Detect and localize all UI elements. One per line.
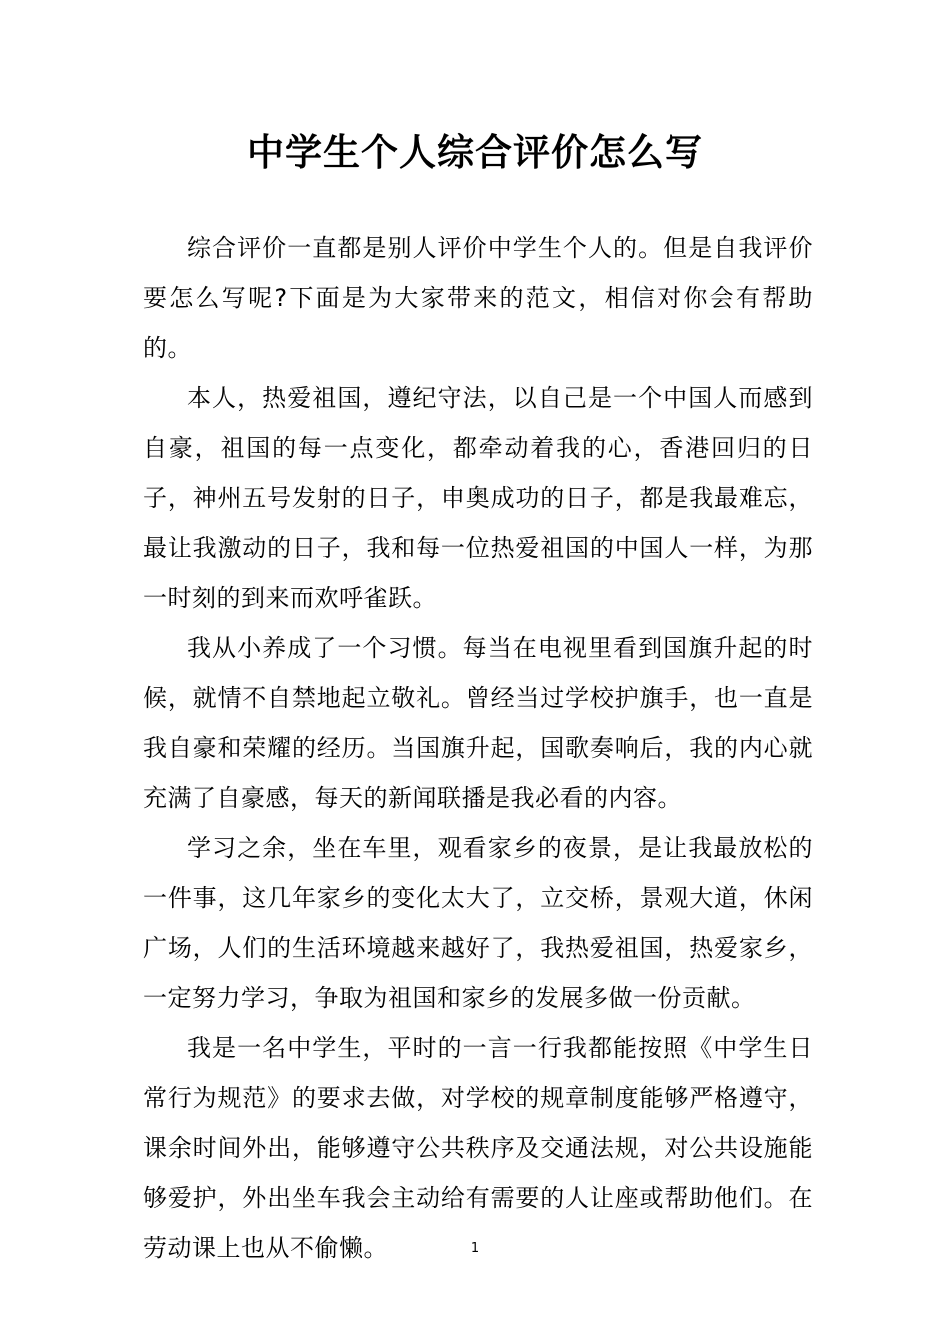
paragraph: 本人，热爱祖国，遵纪守法，以自己是一个中国人而感到自豪，祖国的每一点变化，都牵动着我的心，香港回归的日子，神州五号发射的日子，申奥成功的日子，都是我最难忘，最让我激动的日子，我和每一位热爱祖国的中国人一样，为那一时刻的到来而欢呼雀跃。 <box>143 384 813 612</box>
document-body <box>143 223 813 1273</box>
paragraph: 综合评价一直都是别人评价中学生个人的。但是自我评价要怎么写呢?下面是为大家带来的范文，相信对你会有帮助的。 <box>143 234 813 362</box>
document-title: 中学生个人综合评价怎么写 <box>247 130 703 174</box>
paragraph: 我是一名中学生，平时的一言一行我都能按照《中学生日常行为规范》的要求去做，对学校的规章制度能够严格遵守，课余时间外出，能够遵守公共秩序及交通法规，对公共设施能够爱护，外出坐车我会主动给有需要的人让座或帮助他们。在劳动课上也从不偷懒。 <box>143 1034 813 1262</box>
page-number: 1 <box>470 1241 480 1256</box>
paragraph: 学习之余，坐在车里，观看家乡的夜景，是让我最放松的一件事，这几年家乡的变化太大了，立交桥，景观大道，休闲广场，人们的生活环境越来越好了，我热爱祖国，热爱家乡，一定努力学习，争取为祖国和家乡的发展多做一份贡献。 <box>143 834 813 1012</box>
paragraph: 我从小养成了一个习惯。每当在电视里看到国旗升起的时候，就情不自禁地起立敬礼。曾经当过学校护旗手，也一直是我自豪和荣耀的经历。当国旗升起，国歌奏响后，我的内心就充满了自豪感，每天的新闻联播是我必看的内容。 <box>143 634 813 812</box>
